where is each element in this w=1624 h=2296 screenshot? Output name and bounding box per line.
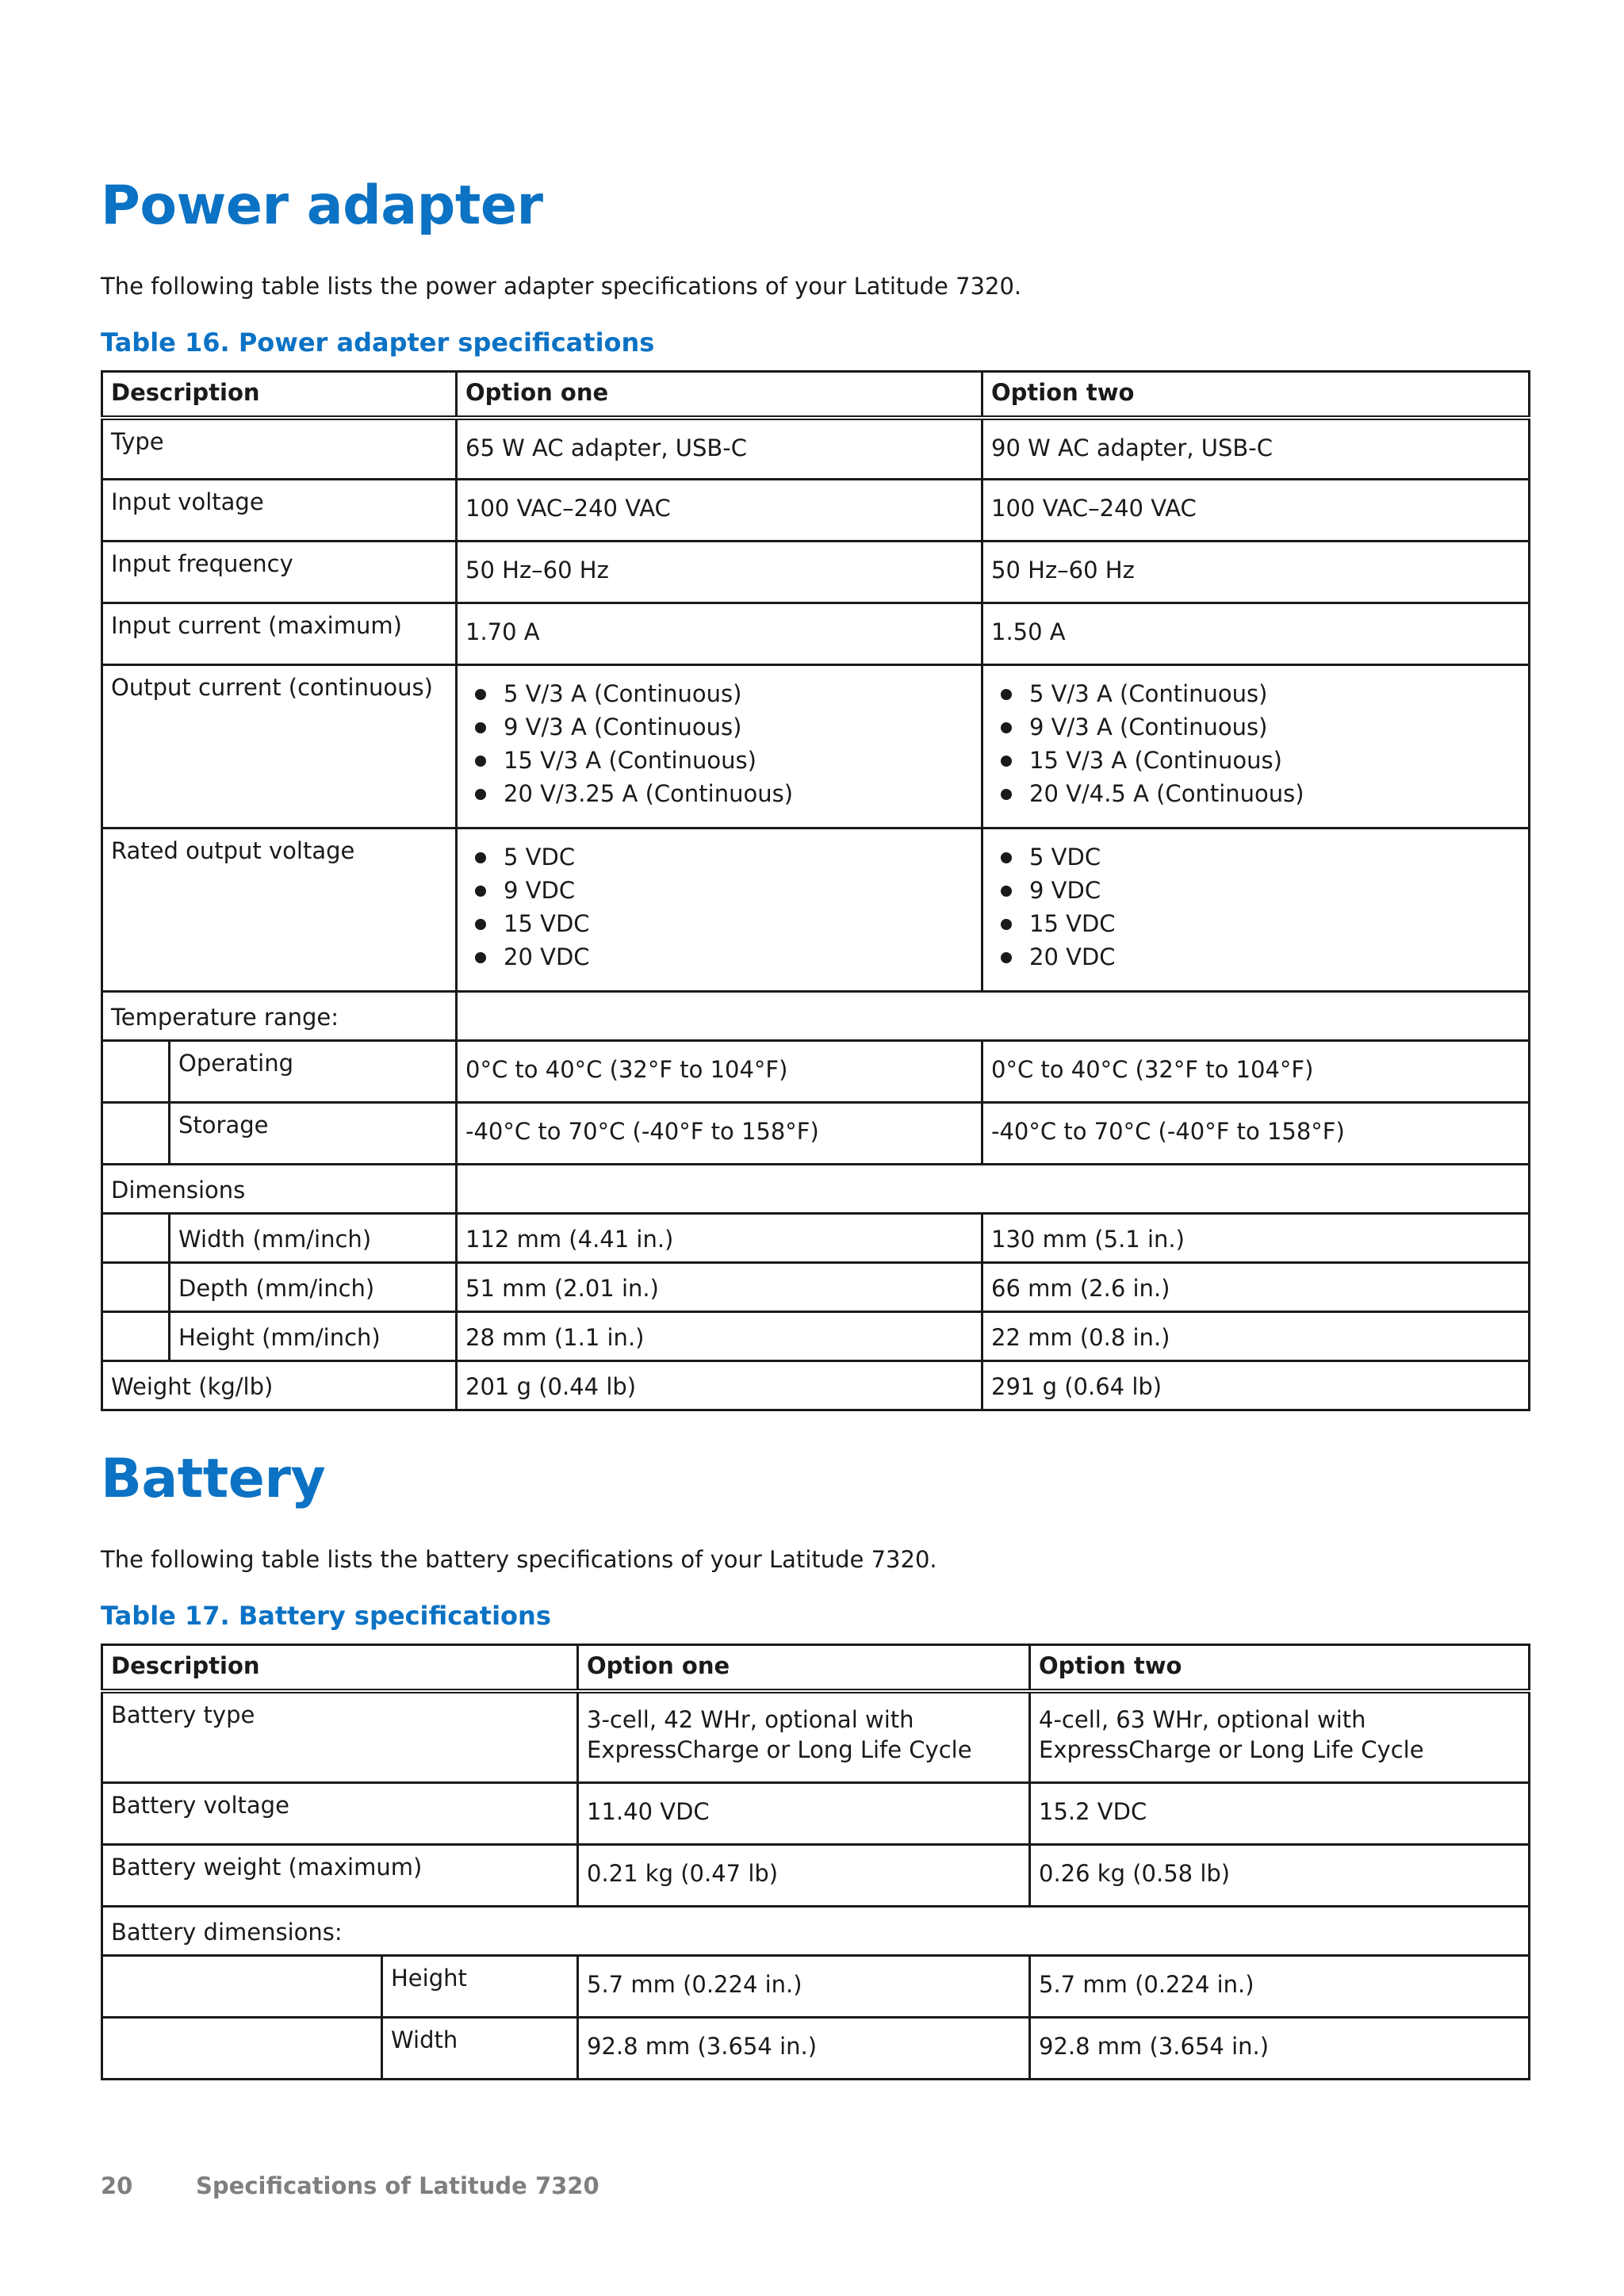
indent-cell [102, 1956, 382, 2018]
header-option-two: Option two [1030, 1645, 1530, 1691]
table-row [102, 1691, 1530, 1783]
power-adapter-heading: Power adapter [101, 174, 543, 237]
page-footer [101, 2172, 599, 2199]
table-row [102, 541, 1530, 603]
header-description: Description [102, 372, 457, 418]
row-label: Width (mm/inch) [170, 1214, 457, 1263]
cell-option-one [457, 665, 982, 828]
battery-heading: Battery [101, 1448, 326, 1510]
row-label: Height (mm/inch) [170, 1312, 457, 1361]
bullet-list [465, 840, 973, 974]
battery-intro: The following table lists the battery specifications of your Latitude 7320. [101, 1546, 937, 1573]
power-adapter-intro: The following table lists the power adapter specifications of your Latitude 7320. [101, 273, 1022, 300]
table-row [102, 1263, 1530, 1312]
cell-option-one: 50 Hz–60 Hz [457, 541, 982, 603]
bullet-list [991, 677, 1520, 810]
cell-option-one: 5.7 mm (0.224 in.) [578, 1956, 1030, 2018]
cell-option-two: 291 g (0.64 lb) [982, 1361, 1530, 1410]
list-item: 20 V/3.25 A (Continuous) [465, 777, 973, 810]
row-label: Depth (mm/inch) [170, 1263, 457, 1312]
table-row [102, 418, 1530, 480]
cell-option-one: 3-cell, 42 WHr, optional with ExpressCharge or Long Life Cycle [578, 1691, 1030, 1783]
cell-option-one: 28 mm (1.1 in.) [457, 1312, 982, 1361]
list-item: 20 VDC [991, 940, 1520, 974]
cell-option-two: 5.7 mm (0.224 in.) [1030, 1956, 1530, 2018]
row-label: Input current (maximum) [102, 603, 457, 665]
indent-cell [102, 1312, 170, 1361]
cell-option-two: 1.50 A [982, 603, 1530, 665]
row-label: Height [382, 1956, 578, 2018]
cell-option-two: 22 mm (0.8 in.) [982, 1312, 1530, 1361]
battery-table [101, 1644, 1530, 2080]
cell-option-one [457, 828, 982, 992]
table-row [102, 1956, 1530, 2018]
list-item: 9 V/3 A (Continuous) [991, 710, 1520, 744]
cell-option-one: 112 mm (4.41 in.) [457, 1214, 982, 1263]
list-item: 9 V/3 A (Continuous) [465, 710, 973, 744]
row-label: Type [102, 418, 457, 480]
table-row [102, 1165, 1530, 1214]
indent-cell [102, 1103, 170, 1165]
row-label: Dimensions [102, 1165, 457, 1214]
table-row [102, 1214, 1530, 1263]
cell-option-one: -40°C to 70°C (-40°F to 158°F) [457, 1103, 982, 1165]
row-label: Output current (continuous) [102, 665, 457, 828]
table-header-row [102, 372, 1530, 418]
row-label: Input frequency [102, 541, 457, 603]
cell-option-two [982, 665, 1530, 828]
table-row [102, 1783, 1530, 1845]
cell-option-two: 0.26 kg (0.58 lb) [1030, 1845, 1530, 1907]
cell-option-one: 100 VAC–240 VAC [457, 480, 982, 541]
list-item: 15 VDC [465, 907, 973, 940]
header-option-one: Option one [457, 372, 982, 418]
row-label: Temperature range: [102, 992, 457, 1041]
list-item: 5 V/3 A (Continuous) [465, 677, 973, 710]
bullet-list [465, 677, 973, 810]
cell-option-two: 15.2 VDC [1030, 1783, 1530, 1845]
table-row [102, 603, 1530, 665]
list-item: 15 VDC [991, 907, 1520, 940]
power-adapter-table [101, 370, 1530, 1411]
row-label: Input voltage [102, 480, 457, 541]
row-label: Battery dimensions: [102, 1907, 1530, 1956]
cell-option-two: 66 mm (2.6 in.) [982, 1263, 1530, 1312]
header-option-one: Option one [578, 1645, 1030, 1691]
cell-option-one: 0°C to 40°C (32°F to 104°F) [457, 1041, 982, 1103]
header-description: Description [102, 1645, 578, 1691]
table-header-row [102, 1645, 1530, 1691]
cell-option-two: 100 VAC–240 VAC [982, 480, 1530, 541]
cell-option-one: 65 W AC adapter, USB-C [457, 418, 982, 480]
list-item: 20 VDC [465, 940, 973, 974]
indent-cell [102, 1263, 170, 1312]
cell-option-two: 92.8 mm (3.654 in.) [1030, 2018, 1530, 2080]
table-row [102, 2018, 1530, 2080]
cell-option-one: 92.8 mm (3.654 in.) [578, 2018, 1030, 2080]
list-item: 15 V/3 A (Continuous) [991, 744, 1520, 777]
table-row [102, 992, 1530, 1041]
cell-option-one: 51 mm (2.01 in.) [457, 1263, 982, 1312]
row-label: Battery voltage [102, 1783, 578, 1845]
bullet-list [991, 840, 1520, 974]
row-label: Battery weight (maximum) [102, 1845, 578, 1907]
list-item: 20 V/4.5 A (Continuous) [991, 777, 1520, 810]
table-row [102, 1907, 1530, 1956]
cell-option-one: 201 g (0.44 lb) [457, 1361, 982, 1410]
table-row [102, 1845, 1530, 1907]
cell-option-two: 50 Hz–60 Hz [982, 541, 1530, 603]
table-row [102, 1361, 1530, 1410]
list-item: 5 VDC [465, 840, 973, 874]
cell-option-two: 4-cell, 63 WHr, optional with ExpressCharge or Long Life Cycle [1030, 1691, 1530, 1783]
cell-option-one: 1.70 A [457, 603, 982, 665]
table-row [102, 1103, 1530, 1165]
cell-option-one: 0.21 kg (0.47 lb) [578, 1845, 1030, 1907]
list-item: 5 V/3 A (Continuous) [991, 677, 1520, 710]
table-row [102, 480, 1530, 541]
indent-cell [102, 1214, 170, 1263]
page-number: 20 [101, 2172, 133, 2199]
cell-option-one: 11.40 VDC [578, 1783, 1030, 1845]
list-item: 15 V/3 A (Continuous) [465, 744, 973, 777]
header-option-two: Option two [982, 372, 1530, 418]
power-table-caption: Table 16. Power adapter specifications [101, 327, 655, 358]
row-label: Width [382, 2018, 578, 2080]
row-label: Weight (kg/lb) [102, 1361, 457, 1410]
list-item: 9 VDC [465, 874, 973, 907]
battery-table-caption: Table 17. Battery specifications [101, 1601, 551, 1631]
indent-cell [102, 2018, 382, 2080]
cell-option-two: -40°C to 70°C (-40°F to 158°F) [982, 1103, 1530, 1165]
list-item: 9 VDC [991, 874, 1520, 907]
cell-option-two [982, 828, 1530, 992]
footer-section-title: Specifications of Latitude 7320 [196, 2172, 599, 2199]
table-row [102, 1312, 1530, 1361]
table-row [102, 1041, 1530, 1103]
indent-cell [102, 1041, 170, 1103]
row-label: Rated output voltage [102, 828, 457, 992]
row-label: Storage [170, 1103, 457, 1165]
cell-option-two: 90 W AC adapter, USB-C [982, 418, 1530, 480]
table-row [102, 828, 1530, 992]
cell-option-two: 0°C to 40°C (32°F to 104°F) [982, 1041, 1530, 1103]
table-row [102, 665, 1530, 828]
empty-cell [457, 992, 1530, 1041]
row-label: Operating [170, 1041, 457, 1103]
row-label: Battery type [102, 1691, 578, 1783]
cell-option-two: 130 mm (5.1 in.) [982, 1214, 1530, 1263]
empty-cell [457, 1165, 1530, 1214]
list-item: 5 VDC [991, 840, 1520, 874]
